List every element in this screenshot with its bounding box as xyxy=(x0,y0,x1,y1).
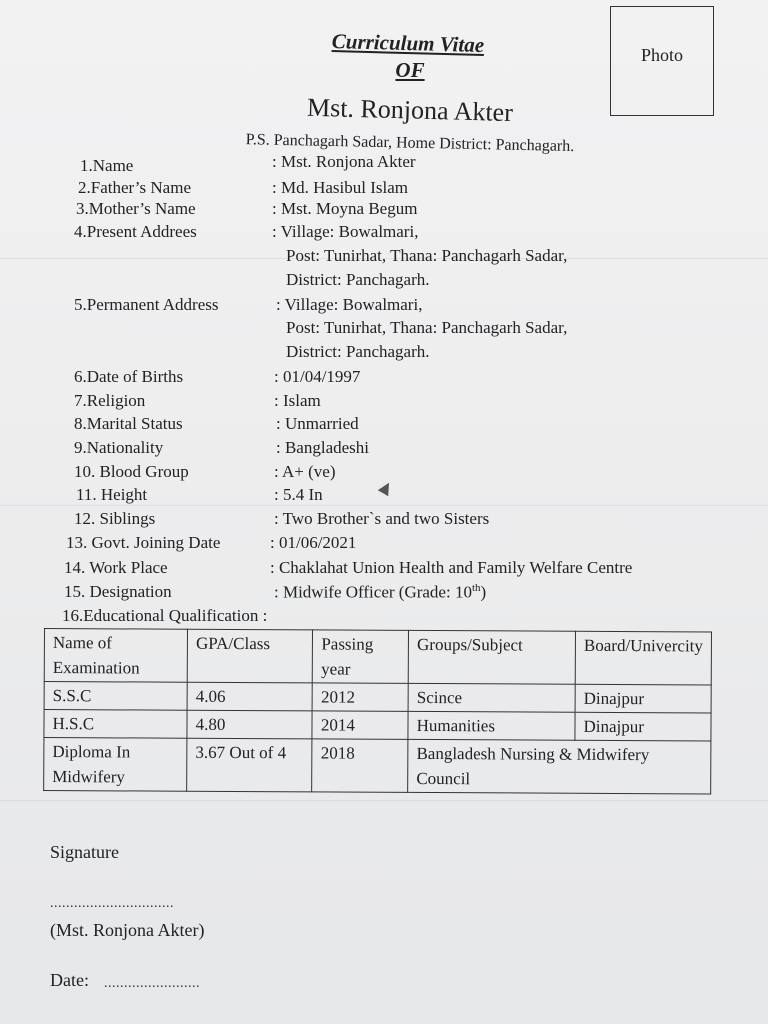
field-label: 11. Height xyxy=(76,485,148,504)
field-value: : Mst. Ronjona Akter xyxy=(272,152,416,171)
field-value: : Village: Bowalmari, xyxy=(272,222,419,241)
field-present-address-line3: District: Panchagarh. xyxy=(286,270,430,289)
column-header: Passing year xyxy=(313,630,409,684)
candidate-name: Mst. Ronjona Akter xyxy=(306,92,514,128)
field-permanent-address-line2: Post: Tunirhat, Thana: Panchagarh Sadar, xyxy=(286,318,568,337)
signature-label: Signature xyxy=(50,842,119,862)
pointer-mark xyxy=(378,480,394,496)
education-heading: 16.Educational Qualification : xyxy=(62,606,268,625)
column-header: GPA/Class xyxy=(187,629,313,683)
field-value: : Unmarried xyxy=(276,414,359,433)
document-title: Curriculum Vitae xyxy=(331,29,485,58)
column-header: Groups/Subject xyxy=(408,630,575,684)
field-label: 12. Siblings xyxy=(74,509,156,528)
field-value: : Village: Bowalmari, xyxy=(276,295,423,314)
field-value: : Two Brother`s and two Sisters xyxy=(274,509,490,528)
field-label: 4.Present Addrees xyxy=(74,222,197,241)
table-cell: 3.67 Out of 4 xyxy=(187,738,313,792)
table-row xyxy=(44,682,711,713)
table-header-row xyxy=(44,629,711,685)
field-label: 14. Work Place xyxy=(64,558,168,577)
table-row xyxy=(44,738,711,794)
field-present-address-line2: Post: Tunirhat, Thana: Panchagarh Sadar, xyxy=(286,246,568,265)
field-label: 13. Govt. Joining Date xyxy=(66,533,221,552)
table-cell: Dinajpur xyxy=(575,712,711,741)
table-cell: Scince xyxy=(408,683,575,712)
field-label: 6.Date of Births xyxy=(74,367,184,386)
document-of: OF xyxy=(395,58,425,82)
column-header: Board/Univercity xyxy=(575,631,711,685)
field-value: : 01/04/1997 xyxy=(274,367,361,386)
education-table xyxy=(43,628,712,794)
field-value: : Bangladeshi xyxy=(276,438,370,457)
field-value: : Chaklahat Union Health and Family Welfare Centre xyxy=(270,558,633,577)
field-value: : 5.4 In xyxy=(274,485,323,504)
column-header: Name of Examination xyxy=(44,629,187,683)
date-line: ........................ xyxy=(104,976,200,991)
field-permanent-address-line3: District: Panchagarh. xyxy=(286,342,430,361)
field-label: 3.Mother’s Name xyxy=(76,199,196,218)
field-label: 8.Marital Status xyxy=(74,414,183,433)
date-label: Date: xyxy=(50,970,89,990)
photo-label: Photo xyxy=(640,45,683,65)
field-value: : Mst. Moyna Begum xyxy=(272,199,418,218)
field-value: : Midwife Officer (Grade: 10th) xyxy=(274,582,487,602)
table-cell: 2012 xyxy=(312,683,408,712)
table-cell: Bangladesh Nursing & Midwifery Council xyxy=(408,739,711,794)
table-cell: 2018 xyxy=(312,739,408,793)
table-cell: Diploma In Midwifery xyxy=(44,738,187,792)
table-cell: S.S.C xyxy=(44,682,187,711)
table-cell: H.S.C xyxy=(44,710,187,739)
field-label: 15. Designation xyxy=(64,582,172,601)
table-row xyxy=(44,710,711,741)
field-label: 5.Permanent Address xyxy=(74,295,219,314)
field-label: 1.Name xyxy=(80,156,134,175)
signature-name: (Mst. Ronjona Akter) xyxy=(50,920,205,940)
field-label: 7.Religion xyxy=(74,391,146,410)
field-value: : 01/06/2021 xyxy=(270,533,357,552)
table-cell: 4.06 xyxy=(187,682,312,711)
signature-line: ............................... xyxy=(50,896,174,911)
field-label: 10. Blood Group xyxy=(74,462,189,481)
table-cell: Humanities xyxy=(408,711,575,740)
table-cell: 2014 xyxy=(312,711,408,740)
field-value: : Md. Hasibul Islam xyxy=(272,178,408,197)
table-cell: 4.80 xyxy=(187,710,312,739)
field-label: 9.Nationality xyxy=(74,438,164,457)
field-value: : Islam xyxy=(274,391,321,410)
table-cell: Dinajpur xyxy=(575,684,711,713)
field-value: : A+ (ve) xyxy=(274,462,336,481)
home-address-line: P.S. Panchagarh Sadar, Home District: Panchagarh. xyxy=(245,131,575,156)
photo-placeholder xyxy=(610,6,714,116)
field-label: 2.Father’s Name xyxy=(78,178,191,197)
